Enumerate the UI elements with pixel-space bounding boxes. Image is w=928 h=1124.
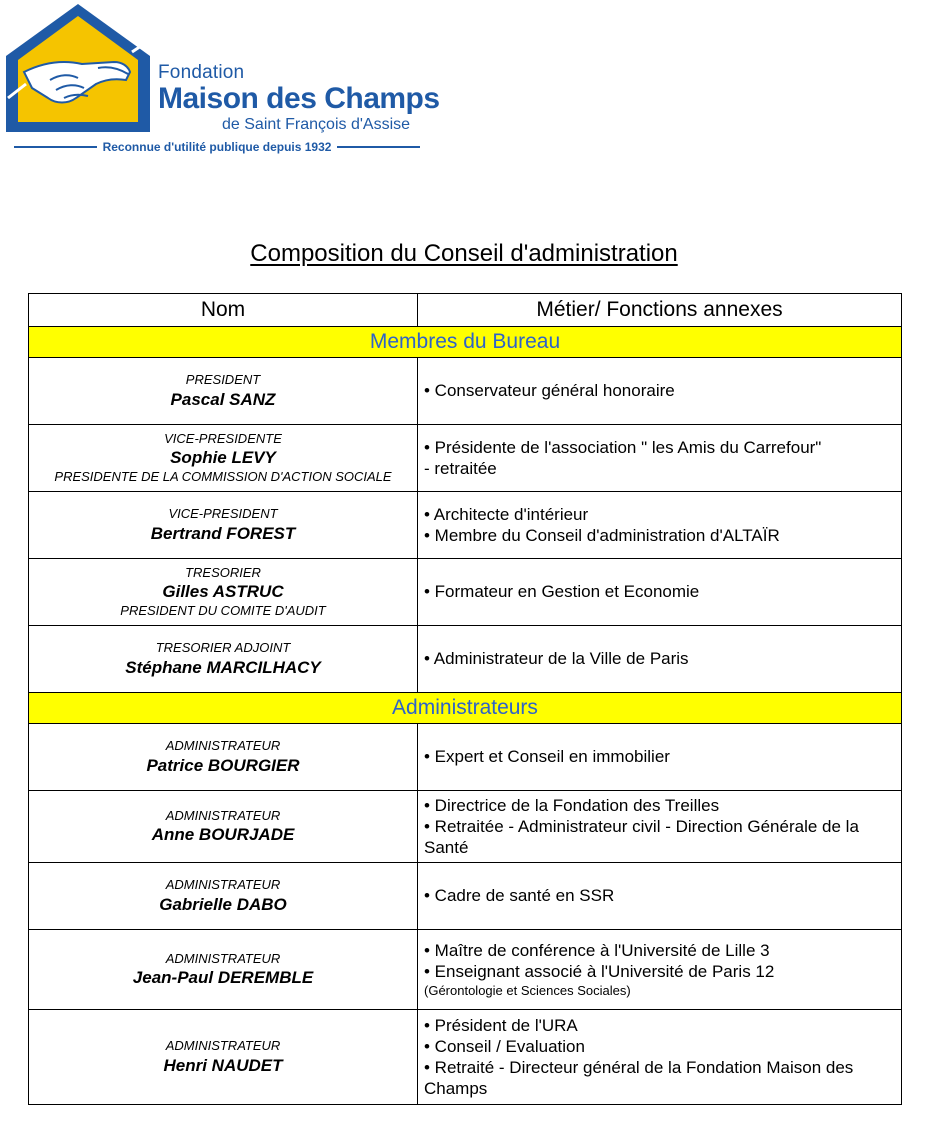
house-handshake-logo-icon	[4, 2, 154, 134]
member-cell	[29, 791, 418, 863]
member-role: VICE-PRESIDENT	[168, 506, 278, 522]
logo-line2: Maison des Champs	[158, 82, 440, 115]
member-name: Sophie LEVY	[170, 448, 276, 468]
member-functions-cell	[418, 863, 902, 930]
member-cell	[29, 626, 418, 693]
member-role: ADMINISTRATEUR	[165, 950, 281, 966]
section-row	[29, 327, 902, 358]
function-line: • Président de l'URA	[424, 1015, 578, 1035]
member-role: VICE-PRESIDENTE	[164, 431, 282, 447]
table-row	[29, 559, 902, 626]
member-name: Gabrielle DABO	[159, 894, 287, 914]
council-table	[28, 293, 902, 1105]
member-extra-role: PRESIDENT DU COMITE D'AUDIT	[120, 602, 326, 618]
section-label: Administrateurs	[29, 693, 902, 724]
member-name: Patrice BOURGIER	[146, 755, 300, 775]
member-cell	[29, 930, 418, 1010]
table-row	[29, 626, 902, 693]
member-role: PRESIDENT	[185, 372, 261, 388]
table-header-row	[29, 294, 902, 327]
member-cell	[29, 1010, 418, 1105]
member-cell	[29, 358, 418, 425]
function-line: • Conseil / Evaluation	[424, 1036, 585, 1056]
member-role: TRESORIER ADJOINT	[155, 640, 291, 656]
function-line: • Expert et Conseil en immobilier	[424, 747, 670, 767]
member-name: Gilles ASTRUC	[162, 582, 284, 602]
function-line: • Membre du Conseil d'administration d'ALTAÏR	[424, 526, 780, 545]
member-functions-cell	[418, 626, 902, 693]
member-name: Henri NAUDET	[163, 1055, 283, 1075]
document-title: Composition du Conseil d'administration	[250, 240, 678, 267]
function-line: • Architecte d'intérieur	[424, 504, 589, 524]
member-extra-role: PRESIDENTE DE LA COMMISSION D'ACTION SOCIALE	[54, 468, 392, 484]
section-row	[29, 693, 902, 724]
function-line: • Administrateur de la Ville de Paris	[424, 649, 689, 669]
member-name: Anne BOURJADE	[151, 825, 295, 844]
table-row	[29, 724, 902, 791]
member-functions-cell	[418, 492, 902, 559]
function-line: • Retraitée - Administrateur civil - Direction Générale de la Santé	[424, 816, 859, 858]
member-functions-cell	[418, 791, 902, 863]
member-cell	[29, 559, 418, 626]
function-line: • Présidente de l'association " les Amis du Carrefour"	[424, 437, 822, 457]
member-name: Stéphane MARCILHACY	[125, 657, 321, 677]
member-functions-cell	[418, 1010, 902, 1105]
function-note: (Gérontologie et Sciences Sociales)	[424, 982, 631, 998]
member-role: ADMINISTRATEUR	[165, 1038, 281, 1054]
table-body	[29, 327, 902, 1105]
header-function: Métier/ Fonctions annexes	[418, 294, 902, 327]
table-row	[29, 930, 902, 1010]
member-role: ADMINISTRATEUR	[165, 877, 281, 893]
member-functions-cell	[418, 724, 902, 791]
table-row	[29, 492, 902, 559]
function-line: • Maître de conférence à l'Université de Lille 3	[424, 941, 770, 961]
foundation-logo	[0, 0, 440, 160]
function-line: • Formateur en Gestion et Economie	[424, 582, 700, 602]
table-row	[29, 425, 902, 492]
function-line: • Conservateur général honoraire	[424, 381, 675, 401]
function-line: - retraitée	[424, 459, 497, 478]
member-cell	[29, 724, 418, 791]
member-cell	[29, 492, 418, 559]
member-functions-cell	[418, 425, 902, 492]
member-name: Jean-Paul DEREMBLE	[132, 968, 314, 987]
tagline-rule-right	[337, 146, 420, 148]
table-row	[29, 358, 902, 425]
member-cell	[29, 863, 418, 930]
logo-line1: Fondation	[158, 62, 245, 83]
header-name: Nom	[29, 294, 418, 327]
table-row	[29, 791, 902, 863]
table-row	[29, 1010, 902, 1105]
member-functions-cell	[418, 559, 902, 626]
logo-tagline-row	[14, 138, 420, 156]
logo-tagline: Reconnue d'utilité publique depuis 1932	[102, 140, 332, 154]
tagline-rule-left	[14, 146, 97, 148]
logo-line3: de Saint François d'Assise	[222, 116, 411, 133]
member-name: Pascal SANZ	[170, 389, 276, 409]
member-name: Bertrand FOREST	[150, 523, 296, 543]
function-line: • Directrice de la Fondation des Treilles	[424, 795, 720, 815]
member-role: ADMINISTRATEUR	[165, 738, 281, 754]
table-row	[29, 863, 902, 930]
function-line: • Cadre de santé en SSR	[424, 886, 615, 906]
member-cell	[29, 425, 418, 492]
member-functions-cell	[418, 358, 902, 425]
member-functions-cell	[418, 930, 902, 1010]
function-line: • Retraité - Directeur général de la Fondation Maison des Champs	[424, 1058, 854, 1099]
member-role: TRESORIER	[185, 565, 261, 581]
member-role: ADMINISTRATEUR	[165, 807, 281, 823]
function-line: • Enseignant associé à l'Université de Paris 12	[424, 962, 775, 982]
section-label: Membres du Bureau	[29, 327, 902, 358]
